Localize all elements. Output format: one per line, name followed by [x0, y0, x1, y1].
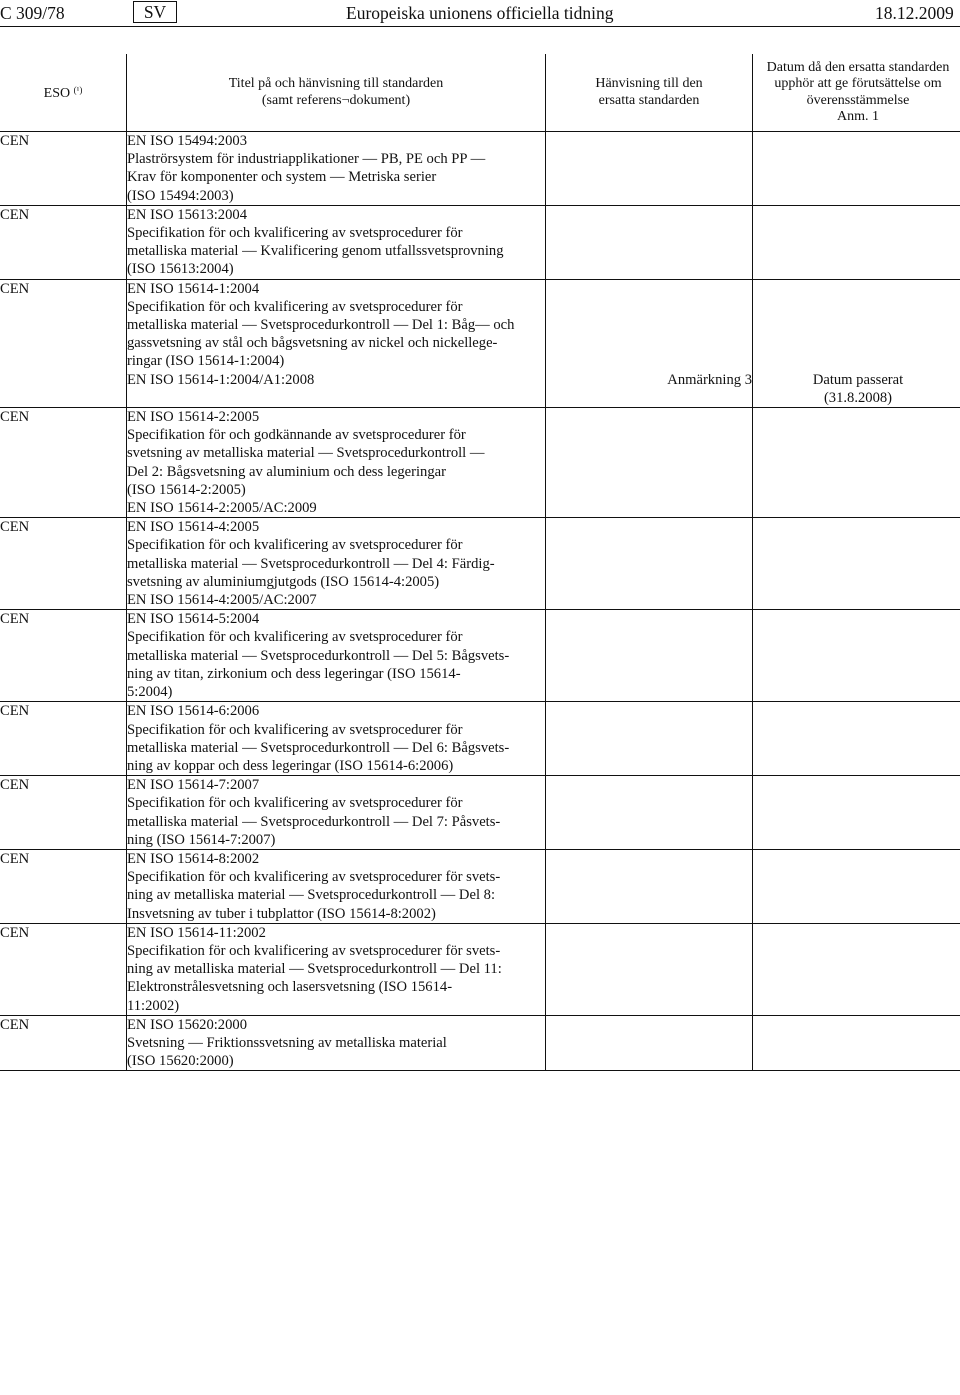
table-row — [0, 371, 960, 408]
standards-table — [0, 54, 960, 1071]
eso-cell: CEN — [0, 518, 127, 591]
cessation-date-cell — [753, 1015, 960, 1071]
standard-code: EN ISO 15614-2:2005 — [127, 409, 260, 426]
cessation-date-cell — [753, 923, 960, 1015]
publication-date: 18.12.2009 — [875, 3, 954, 23]
cessation-date-cell — [753, 518, 960, 591]
standard-title-cell — [127, 499, 546, 518]
standard-title-line: gassvetsning av stål och bågsvetsning av nickel och nickellege- — [127, 335, 498, 352]
standard-title-cell — [127, 279, 546, 371]
standard-title-line: svetsning av aluminiumgjutgods (ISO 15614-4:2005) — [127, 573, 440, 590]
replaced-standard-cell — [546, 610, 753, 702]
replaced-standard-cell — [546, 132, 753, 206]
replaced-standard-cell — [546, 205, 753, 279]
standard-title-line: metalliska material — Svetsprocedurkontroll — Del 5: Bågsvets- — [127, 647, 510, 664]
eso-cell: CEN — [0, 849, 127, 923]
cessation-date-cell — [753, 371, 960, 408]
standard-title-cell — [127, 591, 546, 610]
cessation-date-cell — [753, 205, 960, 279]
table-row — [0, 279, 960, 371]
table-row — [0, 610, 960, 702]
standard-code: EN ISO 15613:2004 — [127, 206, 247, 223]
table-header-row — [0, 54, 960, 132]
standard-title-line: ringar (ISO 15614-1:2004) — [127, 353, 285, 370]
cessation-date-cell — [753, 591, 960, 610]
replaced-standard-cell — [546, 849, 753, 923]
standard-title-line: Specifikation för och kvalificering av svetsprocedurer för — [127, 537, 463, 554]
standard-title-line: metalliska material — Svetsprocedurkontroll — Del 7: Påsvets- — [127, 813, 501, 830]
standard-title-cell — [127, 518, 546, 591]
standard-title-line: (ISO 15613:2004) — [127, 261, 234, 278]
standard-title-line: Specifikation för och kvalificering av svetsprocedurer för svets- — [127, 942, 501, 959]
standard-title-line: Del 2: Bågsvetsning av aluminium och dess legeringar — [127, 463, 446, 480]
standard-title-cell — [127, 849, 546, 923]
table-row — [0, 518, 960, 591]
standard-title-line: (ISO 15494:2003) — [127, 187, 234, 204]
table-row — [0, 591, 960, 610]
standard-code: EN ISO 15614-1:2004/A1:2008 — [127, 371, 315, 388]
eso-cell: CEN — [0, 279, 127, 371]
standard-title-line: Krav för komponenter och system — Metriska serier — [127, 169, 437, 186]
standard-title-line: metalliska material — Svetsprocedurkontroll — Del 4: Färdig- — [127, 555, 495, 572]
replaced-standard-cell — [546, 923, 753, 1015]
table-row — [0, 205, 960, 279]
cessation-date-cell — [753, 849, 960, 923]
cessation-date-text: Datum passerat — [812, 371, 904, 388]
standard-code: EN ISO 15614-4:2005/AC:2007 — [127, 592, 317, 609]
standard-title-line: Specifikation för och kvalificering av svetsprocedurer för — [127, 298, 463, 315]
standard-code: EN ISO 15614-11:2002 — [127, 924, 266, 941]
standard-title-line: svetsning av metalliska material — Svetsprocedurkontroll — — [127, 445, 485, 462]
cessation-date-cell — [753, 279, 960, 371]
cessation-date-cell — [753, 408, 960, 500]
replaced-standard-cell: Anmärkning 3 — [546, 371, 753, 408]
standard-title-line: 11:2002) — [127, 997, 180, 1014]
standard-title-line: Specifikation för och kvalificering av svetsprocedurer för — [127, 795, 463, 812]
table-row — [0, 849, 960, 923]
standard-title-line: Specifikation för och kvalificering av svetsprocedurer för svets- — [127, 869, 501, 886]
standard-title-line: metalliska material — Kvalificering genom utfallssvetsprovning — [127, 243, 504, 260]
standard-title-cell — [127, 205, 546, 279]
eso-cell: CEN — [0, 923, 127, 1015]
replaced-standard-cell — [546, 702, 753, 776]
table-row — [0, 1015, 960, 1071]
table-row — [0, 132, 960, 206]
standard-title-line: ning av koppar och dess legeringar (ISO 15614-6:2006) — [127, 757, 454, 774]
standard-code: EN ISO 15614-5:2004 — [127, 611, 260, 628]
standard-title-line: Svetsning — Friktionssvetsning av metalliska material — [127, 1034, 447, 1051]
standard-title-cell — [127, 408, 546, 500]
table-row — [0, 776, 960, 850]
eso-cell — [0, 499, 127, 518]
standard-code: EN ISO 15614-1:2004 — [127, 280, 260, 297]
standard-title-line: (ISO 15620:2000) — [127, 1053, 234, 1070]
standard-title-line: Specifikation för och kvalificering av svetsprocedurer för — [127, 629, 463, 646]
standard-title-line: Specifikation för och godkännande av svetsprocedurer för — [127, 427, 466, 444]
standard-title-line: 5:2004) — [127, 684, 173, 701]
standard-title-cell — [127, 776, 546, 850]
table-row — [0, 702, 960, 776]
cessation-date-cell — [753, 610, 960, 702]
standard-title-cell — [127, 132, 546, 206]
replaced-standard-cell — [546, 499, 753, 518]
eso-cell: CEN — [0, 610, 127, 702]
standard-title-line: Specifikation för och kvalificering av svetsprocedurer för — [127, 225, 463, 242]
standard-title-line: ning (ISO 15614-7:2007) — [127, 831, 276, 848]
page-reference: C 309/78 — [0, 3, 65, 23]
cessation-date-cell — [753, 499, 960, 518]
table-row — [0, 923, 960, 1015]
eso-cell — [0, 371, 127, 408]
standard-title-line: metalliska material — Svetsprocedurkontroll — Del 6: Bågsvets- — [127, 739, 510, 756]
table-row — [0, 499, 960, 518]
standard-code: EN ISO 15494:2003 — [127, 133, 247, 149]
standard-title-line: (ISO 15614-2:2005) — [127, 481, 246, 498]
eso-cell: CEN — [0, 1015, 127, 1071]
standard-code: EN ISO 15614-2:2005/AC:2009 — [127, 500, 317, 517]
standard-title-cell — [127, 1015, 546, 1071]
standard-code: EN ISO 15620:2000 — [127, 1016, 247, 1033]
language-badge: SV — [133, 1, 177, 23]
eso-cell — [0, 591, 127, 610]
eso-cell: CEN — [0, 205, 127, 279]
journal-title: Europeiska unionens officiella tidning — [346, 3, 614, 23]
col-header-cessation-date: Datum då den ersatta standarden upphör att ge förutsättelse om överensstämmelse Anm. 1 — [766, 59, 950, 124]
standard-title-line: Plaströrsystem för industriapplikationer — PB, PE och PP — — [127, 151, 486, 168]
replaced-standard-cell — [546, 518, 753, 591]
cessation-date-cell — [753, 702, 960, 776]
standard-title-cell — [127, 923, 546, 1015]
cessation-date-cell — [753, 776, 960, 850]
standard-code: EN ISO 15614-6:2006 — [127, 703, 260, 720]
col-header-eso: ESO $^{(^1)}$ — [0, 54, 127, 132]
col-header-replaced-ref: Hänvisning till den ersatta standarden — [546, 54, 753, 132]
standard-title-cell — [127, 610, 546, 702]
standard-title-line: ning av titan, zirkonium och dess legeringar (ISO 15614- — [127, 665, 461, 682]
cessation-date-cell — [753, 132, 960, 206]
replaced-standard-cell — [546, 408, 753, 500]
standard-title-line: Insvetsning av tuber i tubplattor (ISO 15614-8:2002) — [127, 905, 436, 922]
standard-code: EN ISO 15614-8:2002 — [127, 850, 260, 867]
eso-cell: CEN — [0, 702, 127, 776]
standard-title-line: Specifikation för och kvalificering av svetsprocedurer för — [127, 721, 463, 738]
replaced-standard-cell — [546, 591, 753, 610]
cessation-date-text: (31.8.2008) — [823, 389, 893, 406]
standard-title-cell — [127, 371, 546, 408]
standard-title-line: ning av metalliska material — Svetsprocedurkontroll — Del 8: — [127, 887, 496, 904]
replaced-standard-cell — [546, 1015, 753, 1071]
col-header-title: Titel på och hänvisning till standarden (samt referens¬dokument) — [127, 54, 546, 132]
standard-title-line: metalliska material — Svetsprocedurkontroll — Del 1: Båg— och — [127, 317, 515, 334]
standard-title-line: ning av metalliska material — Svetsprocedurkontroll — Del 11: — [127, 961, 502, 978]
header-rule — [0, 26, 960, 27]
standard-code: EN ISO 15614-4:2005 — [127, 519, 260, 536]
replaced-standard-cell — [546, 279, 753, 371]
replaced-standard-cell — [546, 776, 753, 850]
table-row — [0, 408, 960, 500]
eso-cell: CEN — [0, 408, 127, 500]
eso-cell: CEN — [0, 132, 127, 206]
eso-cell: CEN — [0, 776, 127, 850]
page-header — [0, 0, 960, 26]
standard-title-cell — [127, 702, 546, 776]
standard-title-line: Elektronstrålesvetsning och lasersvetsning (ISO 15614- — [127, 979, 453, 996]
standard-code: EN ISO 15614-7:2007 — [127, 777, 260, 794]
